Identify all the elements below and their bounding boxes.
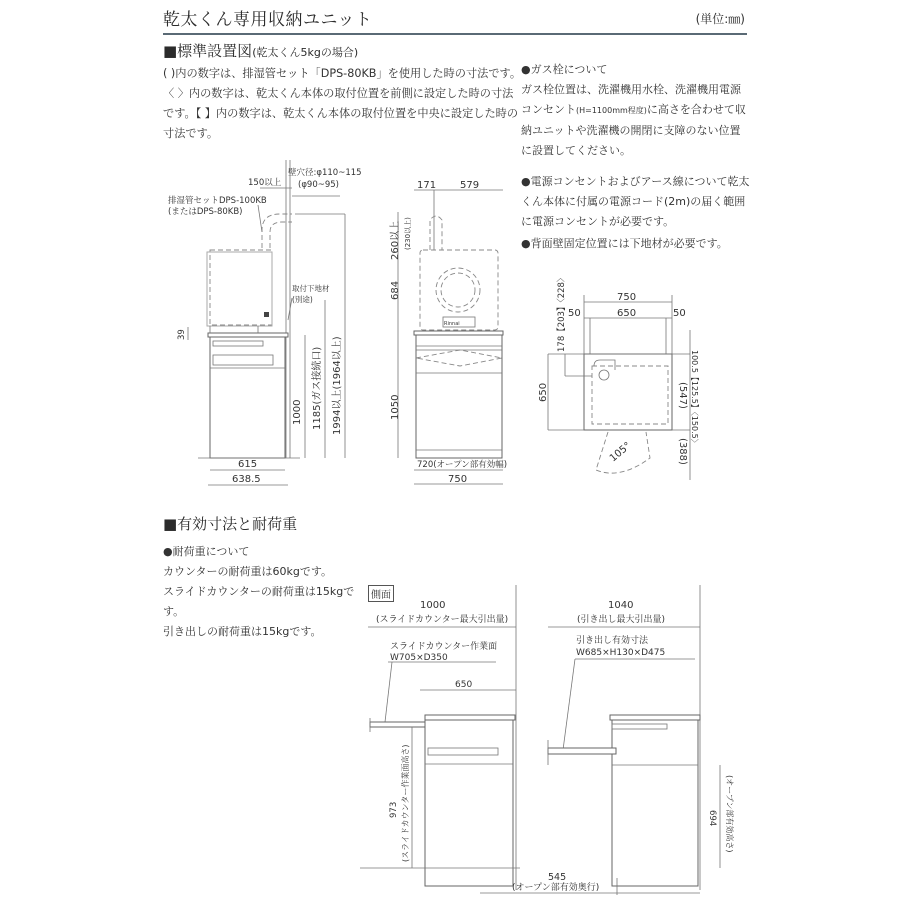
right-dim-694: 694 [707,810,717,827]
unit-label: (単位:㎜) [695,12,745,26]
brand-label: Rinnai [444,321,460,327]
wall-hole-label: 壁穴径:φ110~115 [288,168,362,178]
dim-1185: 1185(ガス接続口) [312,346,323,430]
right-dim-1040: 1040 [608,600,634,611]
top-dim-50-left: 50 [568,308,581,319]
left-dim-973-note: (スライドカウンター作業面高さ) [401,744,410,862]
dim-260: 260以上 [390,220,401,260]
section-load-heading: ■有効寸法と耐荷重 [163,515,298,533]
top-dim-650-width: 650 [617,308,637,319]
top-dim-547: (547) [677,382,688,409]
side-detail-right [480,585,735,895]
paragraph-line: です。【 】内の数字は、乾太くん本体の取付位置を中央に設定した時の [163,107,519,120]
power-note-line: ●電源コンセントおよびアース線について乾太 [521,175,750,188]
dim-684: 684 [390,280,401,300]
dim-150-clearance: 150以上 [248,178,282,188]
gas-note-heading: ●ガス栓について [521,63,608,76]
gas-note-text: に高さを合わせて収 [646,103,746,116]
wall-hole-alt: (φ90~95) [298,180,339,190]
side-detail-left [360,585,520,890]
dim-638-5: 638.5 [232,474,261,485]
duct-set-alt: (またはDPS-80KB) [168,207,243,217]
dim-1994: 1994以上(1964以上) [332,336,343,435]
door-angle: 105° [607,440,634,465]
page-title: 乾太くん専用収納ユニット [163,10,373,30]
paragraph-line: 寸法です。 [163,127,219,140]
dim-230: (230以上) [404,217,412,250]
mount-material-label: 取付下地材 [292,284,330,293]
left-dim-973: 973 [389,801,399,818]
left-dim-1000: 1000 [420,600,446,611]
gas-note-line: 納ユニットや洗濯機の開閉に支障のない位置 [521,124,741,137]
side-view-drawing [168,160,362,485]
dim-720: 720(オープン部有効幅) [417,460,508,470]
load-note-line: カウンターの耐荷重は60kgです。 [163,565,333,578]
work-surface-size: W705×D350 [390,653,448,663]
power-note-line: くん本体に付属の電源コード(2m)の届く範囲 [521,195,746,208]
dim-171: 171 [417,180,437,191]
front-view-drawing [388,180,507,485]
load-capacity-notes [163,542,373,642]
right-dim-545-note: (オープン部有効奥行) [512,883,600,893]
top-dim-750: 750 [617,292,637,303]
top-dim-388: (388) [677,438,688,465]
dim-1000: 1000 [292,399,303,425]
paragraph-line: 〈 〉内の数字は、乾太くん本体の取付位置を前側に設定した時の寸法 [163,87,514,100]
top-dim-650-depth: 650 [538,382,549,402]
top-dim-178: 178【203】〈228〉 [557,273,567,352]
gas-note-text: コンセント [521,103,576,116]
dim-579: 579 [460,180,480,191]
right-dim-545: 545 [548,872,567,883]
section-heading-text: ■標準設置図 [163,42,253,60]
gas-note-line: ガス栓位置は、洗濯機用水栓、洗濯機用電源 [521,83,741,96]
dim-39: 39 [177,329,187,340]
duct-set-label: 排湿管セットDPS-100KB [168,196,267,206]
side-view-tag: 側面 [368,585,394,602]
drawer-size: W685×H130×D475 [576,648,666,658]
right-dim-1040-note: (引き出し最大引出量) [577,615,666,625]
top-view-drawing [538,274,700,480]
mount-material-note: (別途) [292,295,313,304]
drawer-effective-label: 引き出し有効寸法 [576,636,649,646]
left-dim-650: 650 [455,680,473,690]
dim-750: 750 [448,474,468,485]
left-dim-1000-note: (スライドカウンター最大引出量) [376,615,509,625]
top-dim-100-5: 100.5【125.5】〈150.5〉 [690,350,699,447]
work-surface-label: スライドカウンター作業面 [390,642,498,652]
load-note-line: スライドカウンターの耐荷重は15kgです。 [163,585,355,618]
load-note-line: 引き出しの耐荷重は15kgです。 [163,625,322,638]
dim-615: 615 [238,459,258,470]
top-dim-50-right: 50 [673,308,686,319]
wall-fixing-note: ●背面壁固定位置には下地材が必要です。 [521,237,728,250]
gas-note-line: に設置してください。 [521,144,631,157]
dim-1050: 1050 [390,394,401,420]
paragraph-line: ( )内の数字は、排湿管セット「DPS-80KB」を使用した時の寸法です。 [163,67,522,80]
right-dim-694-note: (オープン部有効高さ) [725,775,734,853]
gas-note-height: (H=1100mm程度) [576,106,647,115]
load-note-heading: ●耐荷重について [163,545,250,558]
section-heading-sub: (乾太くん5kgの場合) [252,46,359,59]
power-note-line: に電源コンセントが必要です。 [521,215,675,228]
